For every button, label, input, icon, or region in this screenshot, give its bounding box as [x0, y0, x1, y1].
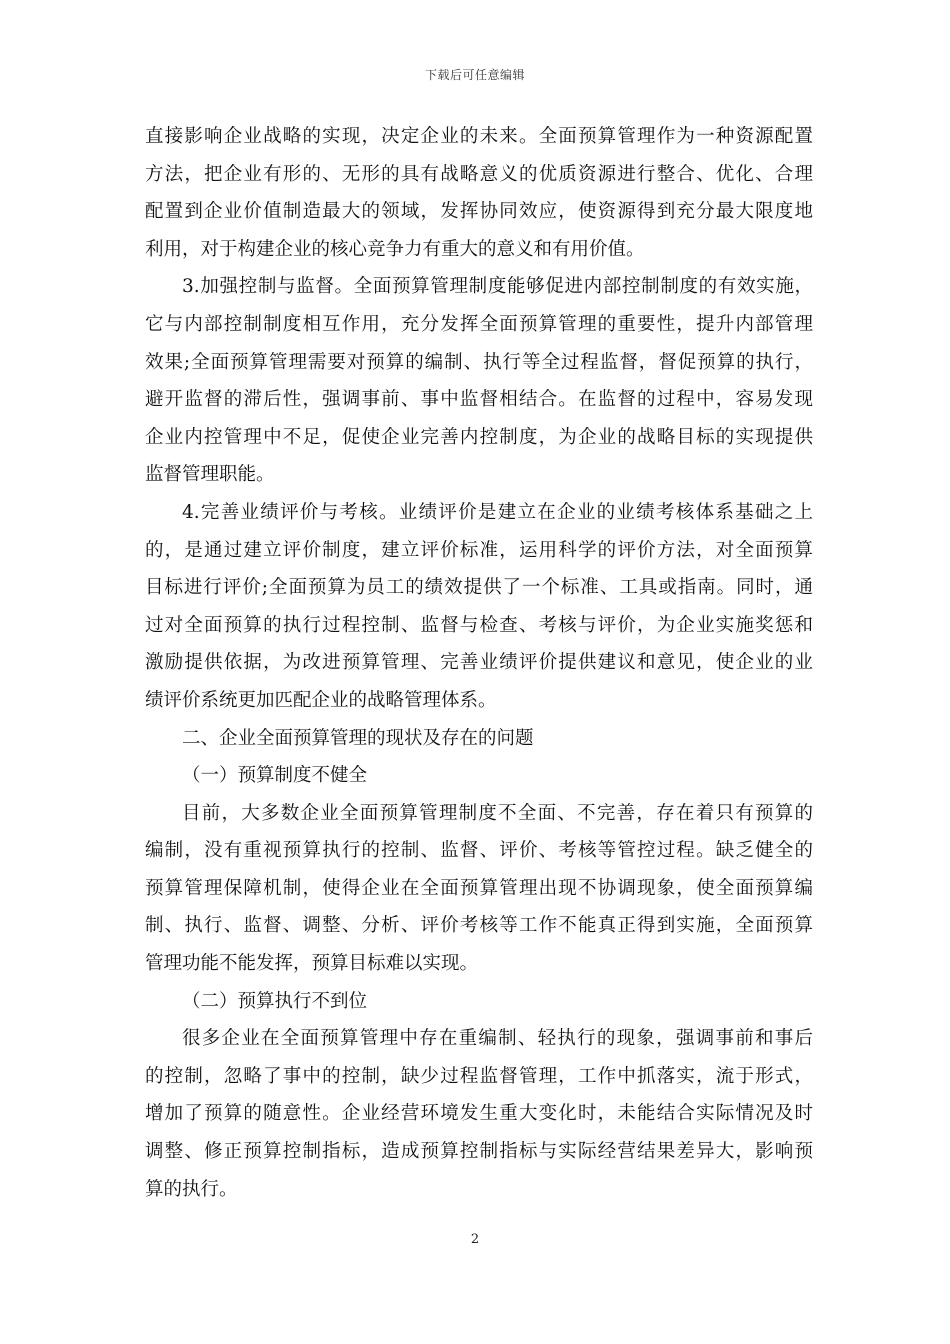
text-line: 预算管理保障机制，使得企业在全面预算管理出现不协调现象，使全面预算编 [145, 877, 813, 899]
text-line: 的控制，忽略了事中的控制，缺少过程监督管理，工作中抓落实，流于形式， [145, 1065, 813, 1087]
text-line: 效果;全面预算管理需要对预算的编制、执行等全过程监督，督促预算的执行， [145, 351, 813, 373]
paragraph-first-line: 4.完善业绩评价与考核。业绩评价是建立在企业的业绩考核体系基础之上 [182, 501, 813, 523]
text-line: 调整、修正预算控制指标，造成预算控制指标与实际经营结果差异大，影响预 [145, 1141, 813, 1163]
text-line: 方法，把企业有形的、无形的具有战略意义的优质资源进行整合、优化、合理 [145, 163, 813, 185]
text-line: 过对全面预算的执行过程控制、监督与检查、考核与评价，为企业实施奖惩和 [145, 614, 813, 636]
text-line: 绩评价系统更加匹配企业的战略管理体系。 [145, 689, 497, 711]
paragraph-first-line: 很多企业在全面预算管理中存在重编制、轻执行的现象，强调事前和事后 [182, 1028, 813, 1050]
text-line: 编制，没有重视预算执行的控制、监督、评价、考核等管控过程。缺乏健全的 [145, 840, 813, 862]
text-line: 直接影响企业战略的实现，决定企业的未来。全面预算管理作为一种资源配置 [145, 126, 813, 147]
paragraph-first-line: 3.加强控制与监督。全面预算管理制度能够促进内部控制制度的有效实施， [182, 276, 813, 298]
paragraph-first-line: 目前，大多数企业全面预算管理制度不全面、不完善，存在着只有预算的 [182, 802, 813, 824]
section-heading: 二、企业全面预算管理的现状及存在的问题 [182, 727, 534, 749]
page-header: 下载后可任意编辑 [424, 68, 525, 82]
text-line: 避开监督的滞后性，强调事前、事中监督相结合。在监督的过程中，容易发现 [145, 389, 813, 411]
text-line: 的，是通过建立评价制度，建立评价标准，运用科学的评价方法，对全面预算 [145, 539, 813, 561]
subsection-heading: （二）预算执行不到位 [182, 990, 368, 1012]
text-line: 配置到企业价值制造最大的领域，发挥协同效应，使资源得到充分最大限度地 [145, 201, 813, 223]
text-line: 利用，对于构建企业的核心竞争力有重大的意义和有用价值。 [145, 238, 645, 260]
text-line: 企业内控管理中不足，促使企业完善内控制度，为企业的战略目标的实现提供 [145, 426, 813, 448]
subsection-heading: （一）预算制度不健全 [182, 765, 368, 787]
text-line: 管理功能不能发挥，预算目标难以实现。 [145, 953, 479, 975]
text-line: 它与内部控制制度相互作用，充分发挥全面预算管理的重要性，提升内部管理 [145, 313, 813, 335]
text-line: 监督管理职能。 [145, 464, 275, 486]
text-line: 算的执行。 [145, 1178, 238, 1200]
text-line: 制、执行、监督、调整、分析、评价考核等工作不能真正得到实施，全面预算 [145, 915, 813, 937]
text-line: 增加了预算的随意性。企业经营环境发生重大变化时，未能结合实际情况及时 [145, 1103, 813, 1125]
document-body [145, 118, 813, 1208]
page-number: 2 [470, 1232, 480, 1247]
text-line: 目标进行评价;全面预算为员工的绩效提供了一个标准、工具或指南。同时，通 [145, 577, 813, 599]
text-line: 激励提供依据，为改进预算管理、完善业绩评价提供建议和意见，使企业的业 [145, 652, 813, 674]
